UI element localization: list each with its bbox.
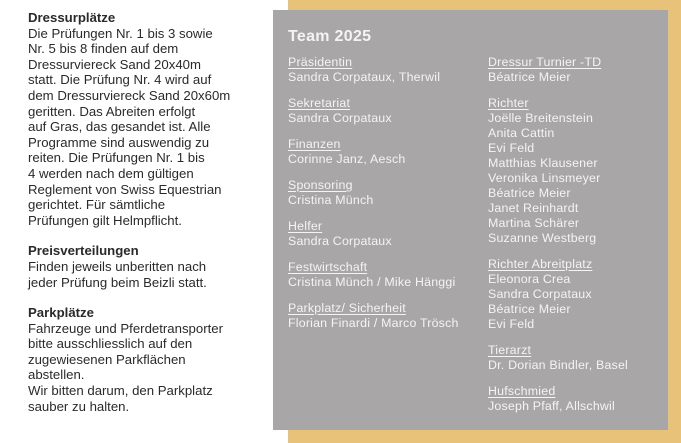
section-heading: Preisverteilungen bbox=[28, 243, 139, 259]
team-group bbox=[488, 55, 663, 85]
member-name: Béatrice Meier bbox=[488, 302, 571, 316]
member-name: Sandra Corpataux bbox=[288, 234, 392, 248]
role-heading: Präsidentin bbox=[288, 55, 353, 69]
team-group bbox=[288, 260, 478, 290]
section-heading: Parkplätze bbox=[28, 305, 94, 321]
info-section bbox=[28, 305, 263, 414]
role-heading: Parkplatz/ Sicherheit bbox=[288, 301, 406, 315]
info-section bbox=[28, 10, 263, 228]
role-heading: Sekretariat bbox=[288, 96, 351, 110]
role-heading: Richter Abreitplatz bbox=[488, 257, 593, 271]
member-name: Anita Cattin bbox=[488, 126, 555, 140]
text-line: zugewiesenen Parkflächen bbox=[28, 351, 186, 367]
member-name: Florian Finardi / Marco Trösch bbox=[288, 316, 459, 330]
role-heading: Helfer bbox=[288, 219, 323, 233]
role-heading: Finanzen bbox=[288, 137, 341, 151]
member-name: Suzanne Westberg bbox=[488, 231, 597, 245]
text-line: Programme sind auswendig zu bbox=[28, 134, 210, 150]
team-column-right bbox=[488, 55, 663, 425]
member-name: Martina Schärer bbox=[488, 216, 580, 230]
text-line: statt. Die Prüfung Nr. 4 wird auf bbox=[28, 72, 212, 88]
text-line: Prüfungen gilt Helmpflicht. bbox=[28, 212, 182, 228]
role-heading: Festwirtschaft bbox=[288, 260, 368, 274]
team-group bbox=[488, 343, 663, 373]
member-name: Sandra Corpataux bbox=[488, 287, 592, 301]
role-heading: Hufschmied bbox=[488, 384, 556, 398]
member-name: Dr. Dorian Bindler, Basel bbox=[488, 358, 628, 372]
text-line: sauber zu halten. bbox=[28, 398, 130, 414]
text-line: auf Gras, das gesandet ist. Alle bbox=[28, 119, 211, 135]
text-line: reiten. Die Prüfungen Nr. 1 bis bbox=[28, 150, 205, 166]
member-name: Evi Feld bbox=[488, 141, 535, 155]
team-group bbox=[288, 301, 478, 331]
member-name: Janet Reinhardt bbox=[488, 201, 579, 215]
text-line: abstellen. bbox=[28, 367, 85, 383]
role-heading: Tierarzt bbox=[488, 343, 532, 357]
member-name: Béatrice Meier bbox=[488, 186, 571, 200]
member-name: Sandra Corpataux, Therwil bbox=[288, 70, 441, 84]
team-group bbox=[288, 137, 478, 167]
text-line: jeder Prüfung beim Beizli statt. bbox=[28, 274, 207, 290]
team-group bbox=[488, 96, 663, 246]
member-name: Matthias Klausener bbox=[488, 156, 598, 170]
text-line: Finden jeweils unberitten nach bbox=[28, 258, 207, 274]
text-line: Wir bitten darum, den Parkplatz bbox=[28, 383, 213, 399]
text-line: Dressurviereck Sand 20x40m bbox=[28, 56, 201, 72]
text-line: Fahrzeuge und Pferdetransporter bbox=[28, 320, 223, 336]
team-group bbox=[288, 96, 478, 126]
team-column-left bbox=[288, 55, 478, 342]
text-line: dem Dressurviereck Sand 20x60m bbox=[28, 87, 231, 103]
info-column bbox=[28, 10, 263, 429]
role-heading: Sponsoring bbox=[288, 178, 353, 192]
text-line: gerichtet. Für sämtliche bbox=[28, 197, 166, 213]
member-name: Joseph Pfaff, Allschwil bbox=[488, 399, 615, 413]
role-heading: Richter bbox=[488, 96, 529, 110]
text-line: bitte ausschliesslich auf den bbox=[28, 336, 193, 352]
team-group bbox=[488, 384, 663, 414]
text-line: geritten. Das Abreiten erfolgt bbox=[28, 103, 196, 119]
section-text bbox=[28, 26, 263, 229]
team-group bbox=[288, 178, 478, 208]
text-line: Nr. 5 bis 8 finden auf dem bbox=[28, 41, 179, 57]
section-heading: Dressurplätze bbox=[28, 10, 116, 25]
member-name: Eleonora Crea bbox=[488, 272, 571, 286]
team-title: Team 2025 bbox=[288, 28, 372, 45]
team-group bbox=[288, 219, 478, 249]
role-heading: Dressur Turnier -TD bbox=[488, 55, 602, 69]
member-name: Cristina Münch / Mike Hänggi bbox=[288, 275, 456, 289]
team-group bbox=[488, 257, 663, 332]
member-name: Corinne Janz, Aesch bbox=[288, 152, 406, 166]
team-group bbox=[288, 55, 478, 85]
member-name: Sandra Corpataux bbox=[288, 111, 392, 125]
section-text bbox=[28, 259, 263, 290]
text-line: 4 werden nach dem gültigen bbox=[28, 165, 194, 181]
member-name: Cristina Münch bbox=[288, 193, 374, 207]
member-name: Joëlle Breitenstein bbox=[488, 111, 594, 125]
member-name: Veronika Linsmeyer bbox=[488, 171, 601, 185]
team-panel bbox=[273, 10, 668, 430]
member-name: Evi Feld bbox=[488, 317, 535, 331]
member-name: Béatrice Meier bbox=[488, 70, 571, 84]
text-line: Reglement von Swiss Equestrian bbox=[28, 181, 222, 197]
info-section bbox=[28, 243, 263, 290]
text-line: Die Prüfungen Nr. 1 bis 3 sowie bbox=[28, 25, 213, 41]
section-text bbox=[28, 321, 263, 415]
